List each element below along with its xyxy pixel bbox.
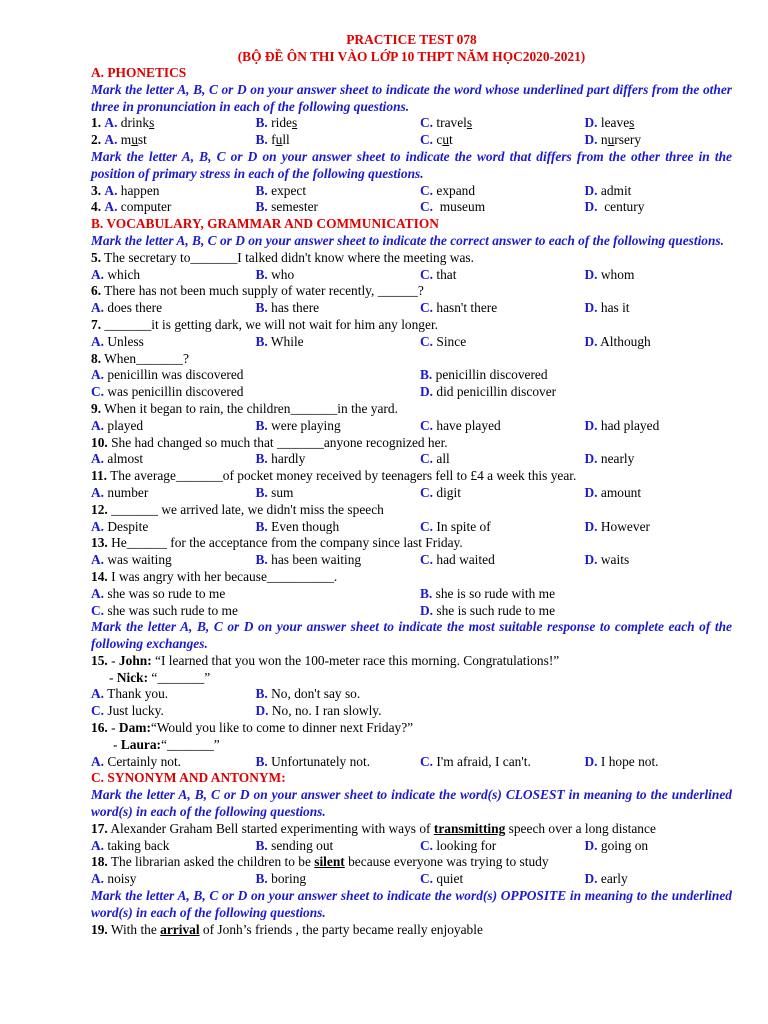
instruction-1: Mark the letter A, B, C or D on your answer sheet to indicate the word whose underlined part differs from the other three in pronunciation in each of the following questions.: [91, 81, 732, 114]
option-d[interactable]: D. leaves: [584, 115, 635, 131]
question-8-stem: 8. When_______?: [91, 350, 189, 366]
option-a[interactable]: A. Despite: [91, 518, 149, 534]
question-6-stem: 6. There has not been much supply of water recently, ______?: [91, 283, 424, 299]
question-5-stem: 5. The secretary to_______I talked didn't know where the meeting was.: [91, 249, 474, 265]
question-17-options: [91, 838, 732, 855]
option-c[interactable]: C. Since: [420, 333, 467, 349]
instruction-4: Mark the letter A, B, C or D on your answer sheet to indicate the most suitable response to complete each of the following exchanges.: [91, 619, 732, 652]
option-d[interactable]: D. did penicillin discover: [420, 384, 557, 400]
option-a[interactable]: A. Thank you.: [91, 686, 169, 702]
option-c[interactable]: C. I'm afraid, I can't.: [420, 753, 531, 769]
question-14-options-cd: [91, 603, 732, 620]
question-11-stem: 11. The average_______of pocket money received by teenagers fell to £4 a week this year.: [91, 468, 577, 484]
question-4: [91, 199, 732, 216]
test-title: PRACTICE TEST 078: [346, 32, 477, 47]
section-b-heading: B. VOCABULARY, GRAMMAR AND COMMUNICATION: [91, 216, 439, 232]
option-c[interactable]: C. have played: [420, 417, 501, 433]
option-c[interactable]: C. digit: [420, 484, 461, 500]
option-c[interactable]: C. quiet: [420, 871, 464, 887]
option-a[interactable]: A. Certainly not.: [91, 753, 182, 769]
question-13-stem: 13. He______ for the acceptance from the company since last Friday.: [91, 535, 463, 551]
option-c[interactable]: C. that: [420, 266, 457, 282]
question-8-options-ab: [91, 367, 732, 384]
option-b[interactable]: B. has there: [255, 300, 320, 316]
option-c[interactable]: C. expand: [420, 182, 476, 198]
option-a[interactable]: A. noisy: [91, 871, 137, 887]
option-a[interactable]: A. number: [91, 484, 149, 500]
question-16-line-2: - Laura:“_______”: [113, 736, 220, 752]
question-19-stem: 19. With the arrival of Jonh’s friends , the party became really enjoyable: [91, 921, 483, 937]
option-b[interactable]: B. boring: [255, 871, 307, 887]
option-c[interactable]: C. she was such rude to me: [91, 602, 238, 618]
instruction-3: Mark the letter A, B, C or D on your answer sheet to indicate the correct answer to each of the following questions.: [91, 232, 724, 248]
question-14-options-ab: [91, 586, 732, 603]
option-b[interactable]: B. expect: [255, 182, 307, 198]
option-b[interactable]: B. sum: [255, 484, 294, 500]
instruction-2: Mark the letter A, B, C or D on your answer sheet to indicate the word that differs from the other three in the position of primary stress in each of the following questions.: [91, 148, 732, 181]
question-13-options: [91, 552, 732, 569]
option-a[interactable]: A. does there: [91, 300, 163, 316]
question-11-options: [91, 485, 732, 502]
option-d[interactable]: D. early: [584, 871, 628, 887]
option-d[interactable]: D. she is such rude to me: [420, 602, 556, 618]
option-d[interactable]: D. has it: [584, 300, 630, 316]
question-8-options-cd: [91, 384, 732, 401]
option-d[interactable]: D. waits: [584, 552, 630, 568]
option-d[interactable]: D. going on: [584, 837, 649, 853]
option-d[interactable]: D. nursery: [584, 132, 642, 148]
option-b[interactable]: B. sending out: [255, 837, 334, 853]
option-b[interactable]: B. she is so rude with me: [420, 585, 556, 601]
instruction-5: Mark the letter A, B, C or D on your answer sheet to indicate the word(s) CLOSEST in meaning to the underlined word(s) in each of the following questions.: [91, 787, 732, 820]
question-16-line-1: 16. - Dam:“Would you like to come to dinner next Friday?”: [91, 720, 414, 736]
option-c[interactable]: C. Just lucky.: [91, 703, 164, 719]
option-c[interactable]: C. travels: [420, 115, 473, 131]
option-b[interactable]: B. No, don't say so.: [255, 686, 361, 702]
option-b[interactable]: B. who: [255, 266, 295, 282]
question-2: [91, 132, 732, 149]
question-17-stem: 17. Alexander Graham Bell started experimenting with ways of transmitting speech over a long distance: [91, 820, 656, 836]
option-d[interactable]: D. century: [584, 199, 645, 215]
option-d[interactable]: D. Although: [584, 333, 651, 349]
question-6-options: [91, 300, 732, 317]
option-c[interactable]: C. cut: [420, 132, 453, 148]
question-7-stem: 7. _______it is getting dark, we will not wait for him any longer.: [91, 316, 439, 332]
question-3: [91, 183, 732, 200]
option-a[interactable]: A. was waiting: [91, 552, 172, 568]
question-9-stem: 9. When it began to rain, the children_______in the yard.: [91, 400, 398, 416]
instruction-6: Mark the letter A, B, C or D on your answer sheet to indicate the word(s) OPPOSITE in meaning to the underlined word(s) in each of the following questions.: [91, 888, 732, 920]
question-10-stem: 10. She had changed so much that _______anyone recognized her.: [91, 434, 448, 450]
question-18-stem: 18. The librarian asked the children to be silent because everyone was trying to study: [91, 854, 549, 870]
option-d[interactable]: D. amount: [584, 484, 642, 500]
option-a[interactable]: 1. A. drinks: [91, 115, 155, 131]
option-a[interactable]: 3. A. happen: [91, 182, 160, 198]
question-15-line-2: - Nick: “_______”: [109, 669, 211, 685]
question-18-options: [91, 871, 732, 888]
option-b[interactable]: B. has been waiting: [255, 552, 362, 568]
option-d[interactable]: D. whom: [584, 266, 635, 282]
option-b[interactable]: B. semester: [255, 199, 318, 215]
option-a[interactable]: A. which: [91, 266, 141, 282]
option-d[interactable]: D. I hope not.: [584, 753, 659, 769]
question-9-options: [91, 418, 732, 435]
option-c[interactable]: C. hasn't there: [420, 300, 498, 316]
question-5-options: [91, 267, 732, 284]
option-b[interactable]: B. Even though: [255, 518, 340, 534]
option-b[interactable]: B. full: [255, 132, 290, 148]
option-d[interactable]: D. had played: [584, 417, 660, 433]
option-c[interactable]: C. all: [420, 451, 450, 467]
section-a-heading: A. PHONETICS: [91, 65, 187, 80]
option-a[interactable]: A. Unless: [91, 333, 144, 349]
option-d[interactable]: D. No, no. I ran slowly.: [255, 703, 382, 719]
question-16-options: [91, 754, 732, 771]
option-b[interactable]: B. Unfortunately not.: [255, 753, 371, 769]
option-d[interactable]: D. nearly: [584, 451, 635, 467]
section-c-heading: C. SYNONYM AND ANTONYM:: [91, 770, 286, 786]
option-b[interactable]: B. rides: [255, 115, 298, 131]
question-15-options-ab: [91, 686, 732, 703]
option-a[interactable]: 4. A. computer: [91, 199, 172, 215]
option-a[interactable]: A. penicillin was discovered: [91, 367, 244, 383]
option-c[interactable]: C. museum: [420, 199, 486, 215]
question-14-stem: 14. I was angry with her because__________.: [91, 568, 338, 584]
question-12-options: [91, 519, 732, 536]
option-d[interactable]: D. admit: [584, 182, 632, 198]
option-d[interactable]: D. However: [584, 518, 650, 534]
option-a[interactable]: A. played: [91, 417, 144, 433]
option-b[interactable]: B. hardly: [255, 451, 306, 467]
question-10-options: [91, 451, 732, 468]
option-b[interactable]: B. penicillin discovered: [420, 367, 548, 383]
option-c[interactable]: C. was penicillin discovered: [91, 384, 244, 400]
option-b[interactable]: B. While: [255, 333, 304, 349]
option-c[interactable]: C. had waited: [420, 552, 495, 568]
question-7-options: [91, 334, 732, 351]
option-a[interactable]: A. almost: [91, 451, 144, 467]
option-c[interactable]: C. looking for: [420, 837, 497, 853]
option-a[interactable]: A. taking back: [91, 837, 170, 853]
option-a[interactable]: 2. A. must: [91, 132, 147, 148]
question-15-options-cd: [91, 703, 732, 720]
option-a[interactable]: A. she was so rude to me: [91, 585, 226, 601]
test-subtitle: (BỘ ĐỀ ÔN THI VÀO LỚP 10 THPT NĂM HỌC2020-2021): [237, 48, 586, 64]
question-1: [91, 115, 732, 132]
option-c[interactable]: C. In spite of: [420, 518, 491, 534]
question-12-stem: 12. _______ we arrived late, we didn't miss the speech: [91, 501, 384, 517]
question-15-line-1: 15. - John: “I learned that you won the 100-meter race this morning. Congratulations!”: [91, 652, 560, 668]
option-b[interactable]: B. were playing: [255, 417, 341, 433]
